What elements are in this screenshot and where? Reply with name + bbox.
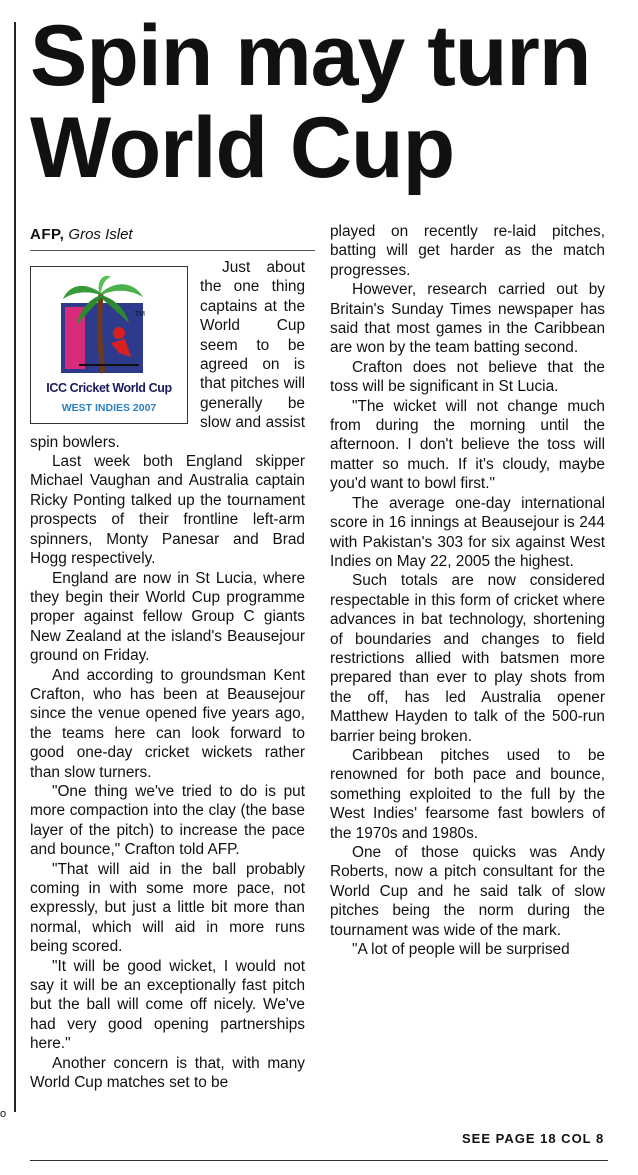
paragraph: "One thing we've tried to do is put more compaction into the clay (the base layer of the pitch) to increase the pace and bounce," Crafton told AFP. <box>30 782 305 859</box>
paragraph: Another concern is that, with many World Cup matches set to be <box>30 1054 305 1092</box>
edge-mark: o <box>0 1108 7 1120</box>
continuation-note[interactable]: SEE PAGE 18 COL 8 <box>462 1131 605 1146</box>
byline-agency: AFP, <box>30 226 65 243</box>
byline-rule <box>30 250 315 251</box>
paragraph: "That will aid in the ball probably coming in with some more pace, not expressly, but just a little bit more than normal, which will aid in more runs being scored. <box>30 860 305 956</box>
world-cup-logo <box>30 266 188 424</box>
paragraph: Crafton does not believe that the toss will be significant in St Lucia. <box>330 358 605 396</box>
palm-tree-logo-icon <box>39 273 179 381</box>
bottom-rule <box>30 1160 608 1161</box>
paragraph: England are now in St Lucia, where they begin their World Cup programme proper against fellow Group C giants New Zealand at the island's Beausejour ground on Friday. <box>30 569 305 665</box>
article-column-1 <box>30 258 305 1092</box>
paragraph: However, research carried out by Britain's Sunday Times newspaper has said that most games in the Caribbean are won by the team batting second. <box>330 281 605 357</box>
byline-place: Gros Islet <box>68 226 133 243</box>
byline <box>30 226 133 243</box>
paragraph: And according to groundsman Kent Crafton, who has been at Beausejour since the venue opened five years ago, the teams here can look forward to good one-day cricket wickets rather than slow turners. <box>30 666 305 781</box>
paragraph: The average one-day international score in 16 innings at Beausejour is 244 with Pakistan's 303 for six against West Indies on May 22, 2005 the highest. <box>330 494 605 570</box>
trademark-mark: TM <box>134 311 145 318</box>
headline: Spin may turn World Cup <box>30 8 591 196</box>
paragraph: played on recently re-laid pitches, batting will get harder as the match progresses. <box>330 223 605 279</box>
left-column-rule <box>14 22 16 1112</box>
article-column-2 <box>330 222 605 959</box>
paragraph: "A lot of people will be surprised <box>352 941 570 959</box>
paragraph: Last week both England skipper Michael Vaughan and Australia captain Ricky Ponting talked up the tournament prospects of their frontline left-arm spinners, Monty Panesar and Brad Hogg respectively. <box>30 453 305 568</box>
paragraph: "The wicket will not change much from during the morning until the afternoon. I don't believe the toss will matter so much. If it's cloudy, maybe you'd want to bowl first." <box>330 397 605 493</box>
logo-subtitle: WEST INDIES 2007 <box>61 402 157 414</box>
paragraph: Such totals are now considered respectable in this form of cricket where advances in bat technology, shortening of boundaries and changes to field restrictions allied with batsmen more prepared than ever to play shots from the off, has led Australia opener Matthew Hayden to talk of the 500-run barrier being broken. <box>330 572 605 745</box>
paragraph: One of those quicks was Andy Roberts, now a pitch consultant for the World Cup and he said talk of slow pitches being the norm during the tournament was wide of the mark. <box>330 844 605 939</box>
paragraph: Just about the one thing captains at the World Cup seem to be agreed on is that pitches will generally be slow and assist spin bowlers. <box>30 259 305 451</box>
logo-title: ICC Cricket World Cup <box>46 381 172 395</box>
paragraph: Caribbean pitches used to be renowned for both pace and bounce, something exploited to the full by the West Indies' fearsome fast bowlers of the 1970s and 1980s. <box>330 746 605 842</box>
paragraph: "It will be good wicket, I would not say it will be an exceptionally fast pitch but the ball will come off nicely. We've had very good opening partnerships here." <box>30 957 305 1053</box>
